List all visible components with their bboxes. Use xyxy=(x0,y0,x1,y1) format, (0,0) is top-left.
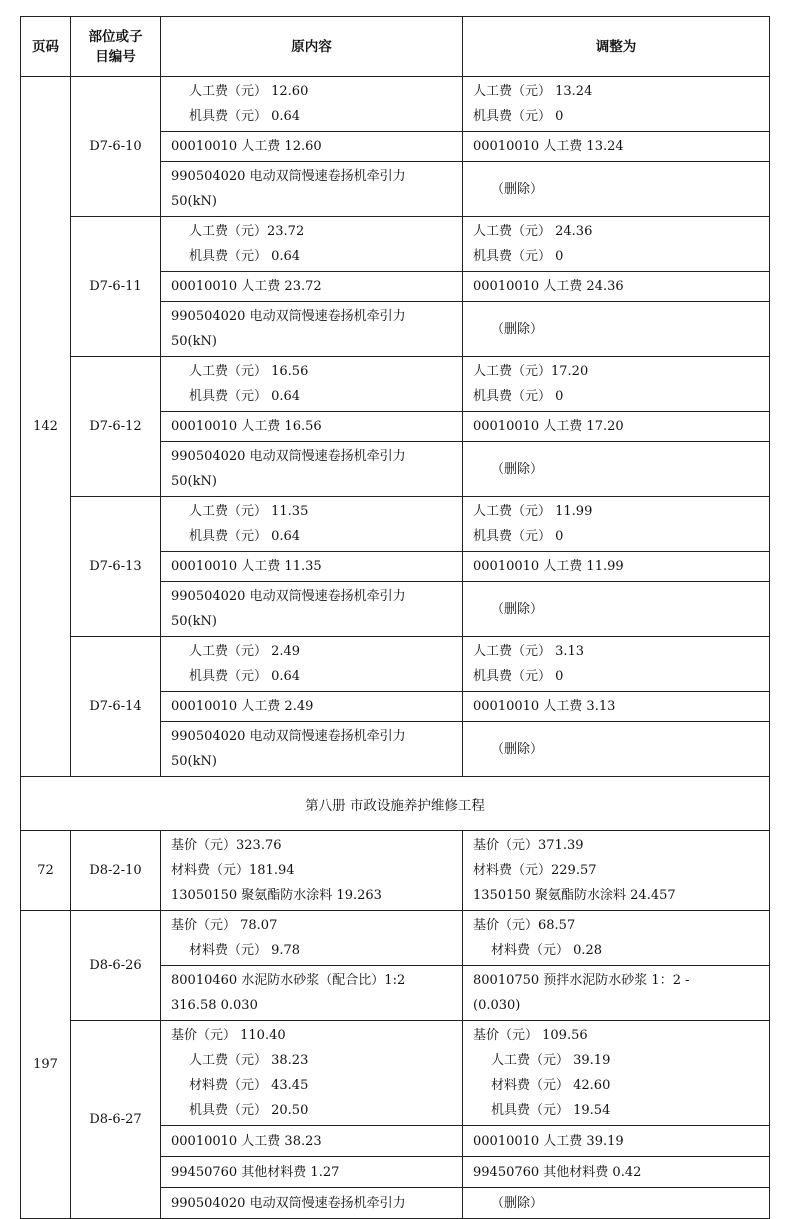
original-cell xyxy=(161,831,463,911)
adjusted-cell xyxy=(463,217,770,272)
adjusted-line: 机具费（元） 0 xyxy=(473,529,564,544)
original-line: 00010010 人工费 2.49 xyxy=(171,699,314,714)
adjusted-cell xyxy=(463,692,770,722)
original-line: 990504020 电动双筒慢速卷扬机牵引力 xyxy=(171,1195,406,1211)
adjusted-line: 人工费（元） 11.99 xyxy=(473,504,593,519)
original-cell xyxy=(161,637,463,692)
table-row xyxy=(21,77,770,132)
adjusted-line: 机具费（元） 0 xyxy=(473,249,564,264)
adjusted-cell xyxy=(463,272,770,302)
original-cell xyxy=(161,692,463,722)
table-row xyxy=(21,637,770,692)
original-line: 00010010 人工费 11.35 xyxy=(171,559,322,574)
original-line: 材料费（元） 9.78 xyxy=(189,943,301,958)
original-line: 990504020 电动双筒慢速卷扬机牵引力 xyxy=(171,449,406,464)
original-cell xyxy=(161,442,463,497)
original-line: 基价（元） 78.07 xyxy=(171,918,278,933)
original-line: 00010010 人工费 16.56 xyxy=(171,419,322,434)
table-row xyxy=(21,217,770,272)
section-title: 第八册 市政设施养护维修工程 xyxy=(21,777,770,831)
adjusted-cell xyxy=(463,966,770,1021)
table-row xyxy=(21,497,770,552)
adjustment-table-sheet xyxy=(20,16,769,1219)
original-cell xyxy=(161,132,463,162)
adjusted-line: 00010010 人工费 11.99 xyxy=(473,559,624,574)
original-line: 990504020 电动双筒慢速卷扬机牵引力 xyxy=(171,169,406,184)
adjusted-line: 机具费（元） 0 xyxy=(473,669,564,684)
adjusted-line: 1350150 聚氨酯防水涂料 24.457 xyxy=(473,888,676,903)
header-code-line2: 目编号 xyxy=(95,48,136,65)
table-row xyxy=(21,1021,770,1126)
adjusted-line: 机具费（元） 0 xyxy=(473,389,564,404)
adjusted-cell xyxy=(463,1157,770,1188)
adjusted-cell xyxy=(463,722,770,777)
adjusted-cell xyxy=(463,77,770,132)
original-line: 人工费（元） 11.35 xyxy=(189,504,309,519)
adjusted-line: (0.030) xyxy=(473,998,521,1013)
original-line: 人工费（元） 2.49 xyxy=(189,644,301,659)
header-original: 原内容 xyxy=(161,17,463,77)
header-row xyxy=(21,17,770,77)
original-line: 13050150 聚氨酯防水涂料 19.263 xyxy=(171,888,382,903)
original-line: 316.58 0.030 xyxy=(171,998,258,1013)
adjusted-cell xyxy=(463,357,770,412)
original-cell xyxy=(161,497,463,552)
header-code xyxy=(71,17,161,77)
deleted-mark: （删除） xyxy=(491,181,544,197)
original-line: 50(kN) xyxy=(171,614,217,629)
original-cell xyxy=(161,162,463,217)
item-code-cell: D8-6-26 xyxy=(71,911,161,1021)
original-cell xyxy=(161,582,463,637)
header-adjusted: 调整为 xyxy=(463,17,770,77)
adjusted-line: 人工费（元） 24.36 xyxy=(473,224,593,239)
original-line: 材料费（元） 43.45 xyxy=(189,1078,309,1093)
adjusted-cell xyxy=(463,1126,770,1157)
adjusted-cell xyxy=(463,637,770,692)
original-line: 机具费（元） 20.50 xyxy=(189,1103,309,1118)
original-line: 990504020 电动双筒慢速卷扬机牵引力 xyxy=(171,309,406,324)
adjusted-line: 00010010 人工费 17.20 xyxy=(473,419,624,434)
item-code-cell: D7-6-12 xyxy=(71,357,161,497)
original-line: 人工费（元） 16.56 xyxy=(189,364,309,379)
original-line: 机具费（元） 0.64 xyxy=(189,389,301,404)
original-cell xyxy=(161,217,463,272)
original-cell xyxy=(161,1157,463,1188)
deleted-mark: （删除） xyxy=(491,321,544,337)
adjusted-cell xyxy=(463,552,770,582)
original-line: 50(kN) xyxy=(171,194,217,209)
adjusted-line: 人工费（元）17.20 xyxy=(473,364,589,379)
original-line: 99450760 其他材料费 1.27 xyxy=(171,1164,340,1180)
adjusted-line: 99450760 其他材料费 0.42 xyxy=(473,1164,642,1180)
original-cell xyxy=(161,1188,463,1219)
original-cell xyxy=(161,911,463,966)
original-cell xyxy=(161,357,463,412)
original-line: 机具费（元） 0.64 xyxy=(189,249,301,264)
adjusted-line: 材料费（元）229.57 xyxy=(473,863,597,878)
adjustment-table xyxy=(20,16,770,1219)
table-row xyxy=(21,357,770,412)
adjusted-cell xyxy=(463,302,770,357)
page-number-cell: 72 xyxy=(21,831,71,911)
original-cell xyxy=(161,1126,463,1157)
adjusted-line: 机具费（元） 0 xyxy=(473,109,564,124)
original-cell xyxy=(161,1021,463,1126)
original-line: 基价（元）323.76 xyxy=(171,838,282,853)
item-code-cell: D7-6-14 xyxy=(71,637,161,777)
header-code-line1: 部位或子 xyxy=(88,28,143,45)
original-cell xyxy=(161,272,463,302)
original-line: 基价（元） 110.40 xyxy=(171,1028,286,1043)
original-cell xyxy=(161,77,463,132)
adjusted-cell xyxy=(463,831,770,911)
adjusted-line: 00010010 人工费 24.36 xyxy=(473,279,624,294)
table-row xyxy=(21,911,770,966)
adjusted-cell xyxy=(463,412,770,442)
item-code-cell: D8-2-10 xyxy=(71,831,161,911)
original-line: 机具费（元） 0.64 xyxy=(189,109,301,124)
adjusted-line: 00010010 人工费 39.19 xyxy=(473,1133,624,1149)
original-line: 00010010 人工费 23.72 xyxy=(171,279,322,294)
adjusted-line: 人工费（元） 39.19 xyxy=(491,1053,611,1068)
original-line: 00010010 人工费 12.60 xyxy=(171,139,322,154)
adjusted-cell xyxy=(463,442,770,497)
item-code-cell: D7-6-11 xyxy=(71,217,161,357)
header-page: 页码 xyxy=(21,17,71,77)
section-row xyxy=(21,777,770,831)
page-number-cell: 142 xyxy=(21,77,71,777)
original-line: 机具费（元） 0.64 xyxy=(189,529,301,544)
original-line: 00010010 人工费 38.23 xyxy=(171,1133,322,1149)
original-line: 50(kN) xyxy=(171,474,217,489)
original-line: 990504020 电动双筒慢速卷扬机牵引力 xyxy=(171,729,406,744)
original-line: 50(kN) xyxy=(171,754,217,769)
adjusted-cell xyxy=(463,132,770,162)
deleted-mark: （删除） xyxy=(491,741,544,757)
adjusted-cell xyxy=(463,162,770,217)
adjusted-line: 材料费（元） 42.60 xyxy=(491,1078,611,1093)
original-line: 人工费（元） 38.23 xyxy=(189,1053,309,1068)
original-line: 80010460 水泥防水砂浆（配合比）1:2 xyxy=(171,973,406,988)
original-line: 人工费（元）23.72 xyxy=(189,224,305,239)
deleted-mark: （删除） xyxy=(491,1195,544,1211)
item-code-cell: D8-6-27 xyxy=(71,1021,161,1219)
original-cell xyxy=(161,412,463,442)
adjusted-line: 人工费（元） 3.13 xyxy=(473,644,585,659)
original-line: 人工费（元） 12.60 xyxy=(189,84,309,99)
deleted-mark: （删除） xyxy=(491,461,544,477)
adjusted-cell xyxy=(463,582,770,637)
original-line: 材料费（元）181.94 xyxy=(171,863,295,878)
adjusted-cell xyxy=(463,1188,770,1219)
original-line: 50(kN) xyxy=(171,334,217,349)
adjusted-line: 基价（元） 109.56 xyxy=(473,1028,588,1043)
adjusted-line: 00010010 人工费 13.24 xyxy=(473,139,624,154)
adjusted-cell xyxy=(463,1021,770,1126)
original-line: 990504020 电动双筒慢速卷扬机牵引力 xyxy=(171,589,406,604)
original-cell xyxy=(161,302,463,357)
adjusted-cell xyxy=(463,911,770,966)
original-cell xyxy=(161,552,463,582)
original-line: 机具费（元） 0.64 xyxy=(189,669,301,684)
adjusted-line: 人工费（元） 13.24 xyxy=(473,84,593,99)
adjusted-line: 材料费（元） 0.28 xyxy=(491,943,603,958)
adjusted-line: 机具费（元） 19.54 xyxy=(491,1103,611,1118)
item-code-cell: D7-6-10 xyxy=(71,77,161,217)
original-cell xyxy=(161,966,463,1021)
table-row xyxy=(21,831,770,911)
item-code-cell: D7-6-13 xyxy=(71,497,161,637)
adjusted-line: 基价（元）68.57 xyxy=(473,918,576,933)
deleted-mark: （删除） xyxy=(491,601,544,617)
original-cell xyxy=(161,722,463,777)
adjusted-line: 80010750 预拌水泥防水砂浆 1：2 - xyxy=(473,973,690,988)
adjusted-cell xyxy=(463,497,770,552)
adjusted-line: 基价（元）371.39 xyxy=(473,838,584,853)
adjusted-line: 00010010 人工费 3.13 xyxy=(473,699,616,714)
page-number-cell: 197 xyxy=(21,911,71,1219)
